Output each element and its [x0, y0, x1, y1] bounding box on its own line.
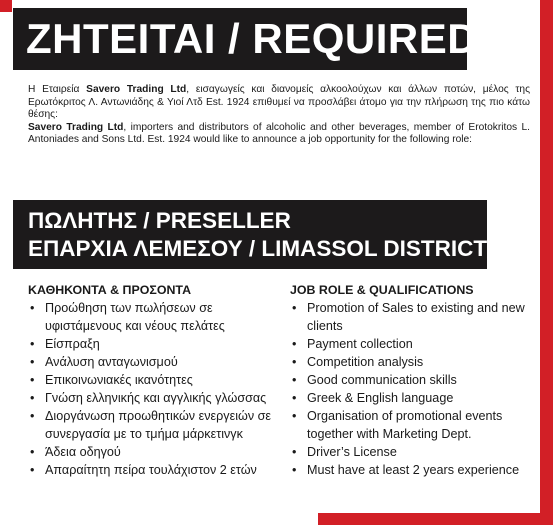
list-item: • Driver’s License — [290, 443, 545, 461]
red-frame-corner — [0, 0, 12, 12]
role-banner — [13, 200, 487, 269]
duties-greek-list — [28, 299, 278, 479]
intro-greek: Η Εταιρεία Savero Trading Ltd, εισαγωγείς και διανομείς αλκοολούχων και άλλων ποτών, μέλος της Ερωτόκριτος Λ. Αντωνιάδης & Υιοί Λτδ Est. 1924 επιθυμεί να προσλάβει άτομο για την πλήρωση της πιο κάτω θέσης: — [28, 84, 530, 121]
role-district: ΕΠΑΡΧΙΑ ΛΕΜΕΣΟΥ / LIMASSOL DISTRICT — [28, 236, 488, 261]
list-item: • Ανάλυση ανταγωνισμού — [28, 353, 278, 371]
list-item: • Good communication skills — [290, 371, 545, 389]
duties-english-list — [290, 299, 545, 479]
duties-english-column — [290, 282, 545, 479]
list-item: • Must have at least 2 years experience — [290, 461, 545, 479]
list-item: • Διοργάνωση προωθητικών ενεργειών σε συνεργασία με το τμήμα μάρκετινγκ — [28, 407, 278, 443]
list-item: • Organisation of promotional events together with Marketing Dept. — [290, 407, 545, 443]
list-item: • Είσπραξη — [28, 335, 278, 353]
list-item: • Promotion of Sales to existing and new clients — [290, 299, 545, 335]
page-title: ΖΗΤΕΙΤΑΙ / REQUIRED — [13, 8, 467, 70]
list-item: • Payment collection — [290, 335, 545, 353]
company-name-greek: Savero Trading Ltd — [86, 84, 187, 95]
intro-english: Savero Trading Ltd, importers and distributors of alcoholic and other beverages, member of Erotokritos L. Antoniades and Sons Ltd. Est. 1924 would like to announce a job opportunity for the following role: — [28, 121, 530, 146]
list-item: • Γνώση ελληνικής και αγγλικής γλώσσας — [28, 389, 278, 407]
duties-greek-heading: ΚΑΘΗΚΟΝΤΑ & ΠΡΟΣΟΝΤΑ — [28, 283, 192, 297]
duties-greek-column — [28, 282, 278, 479]
list-item: • Greek & English language — [290, 389, 545, 407]
list-item: • Επικοινωνιακές ικανότητες — [28, 371, 278, 389]
list-item: • Απαραίτητη πείρα τουλάχιστον 2 ετών — [28, 461, 278, 479]
intro-text — [28, 84, 530, 147]
red-frame-bottom — [318, 513, 553, 525]
role-title: ΠΩΛΗΤΗΣ / PRESELLER — [28, 208, 291, 233]
duties-english-heading: JOB ROLE & QUALIFICATIONS — [290, 283, 474, 297]
list-item: • Προώθηση των πωλήσεων σε υφιστάμενους και νέους πελάτες — [28, 299, 278, 335]
list-item: • Competition analysis — [290, 353, 545, 371]
list-item: • Άδεια οδηγού — [28, 443, 278, 461]
company-name-english: Savero Trading Ltd — [28, 121, 124, 133]
